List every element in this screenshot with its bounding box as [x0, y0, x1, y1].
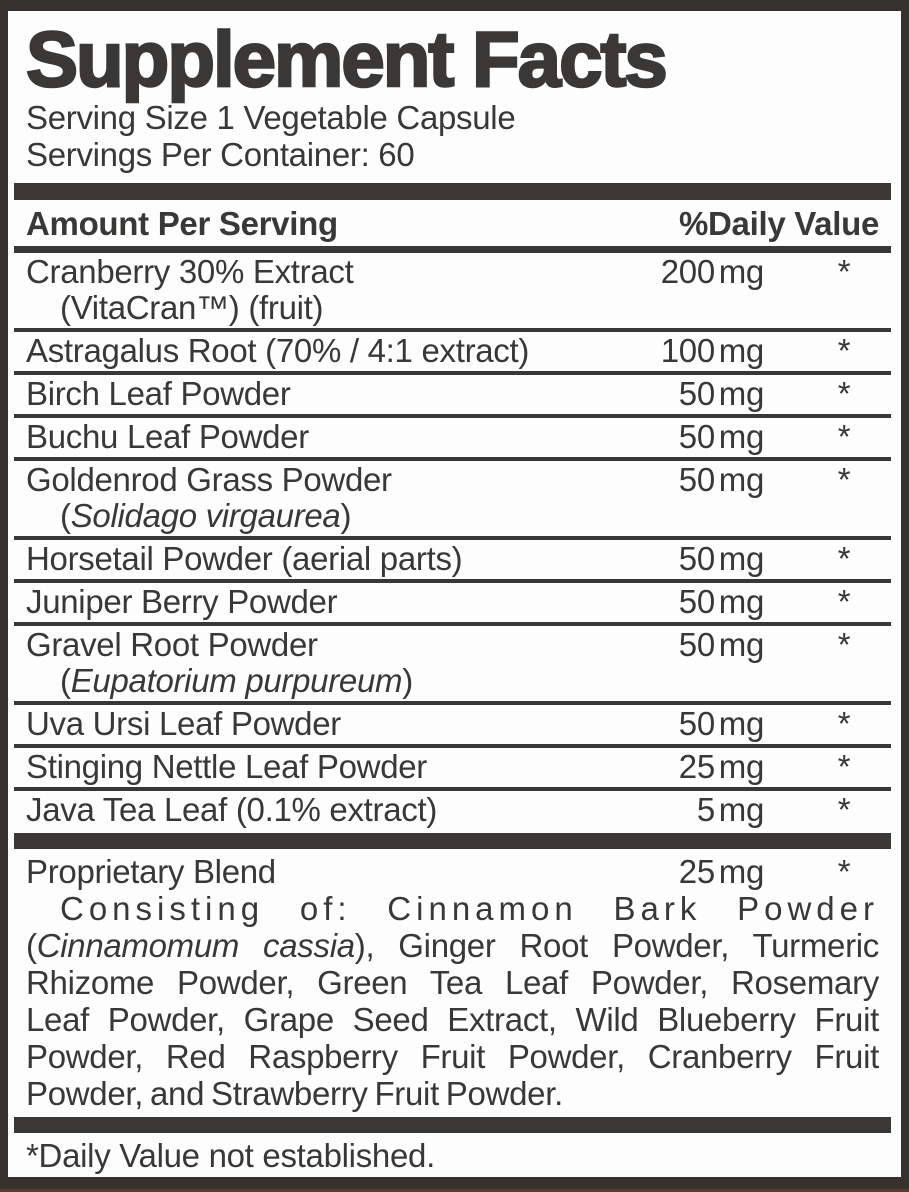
ingredient-dv: * — [837, 253, 851, 290]
blend-description — [26, 890, 879, 1112]
proprietary-blend-dv: * — [837, 853, 851, 890]
ingredient-dv: * — [837, 375, 851, 412]
ingredient-dv: * — [837, 791, 851, 828]
panel-title: Supplement Facts — [26, 15, 666, 103]
separator-bar-middle — [14, 833, 891, 849]
serving-size: Serving Size 1 Vegetable Capsule — [26, 99, 516, 136]
ingredient-amount: 50 mg — [678, 540, 764, 577]
ingredient-row — [14, 375, 891, 418]
ingredient-amount: 50 mg — [678, 583, 764, 620]
ingredient-amount: 100 mg — [660, 332, 764, 369]
ingredient-row — [14, 461, 891, 540]
ingredient-name: Java Tea Leaf (0.1% extract) — [26, 791, 438, 828]
servings-per-container: Servings Per Container: 60 — [26, 136, 415, 173]
daily-value-footnote: *Daily Value not established. — [26, 1137, 435, 1174]
blend-line: Consisting of: Cinnamon Bark Powder — [60, 890, 879, 927]
ingredient-amount: 25 mg — [678, 748, 764, 785]
ingredient-dv: * — [837, 418, 851, 455]
ingredient-row — [14, 705, 891, 748]
proprietary-blend-name: Proprietary Blend — [26, 853, 276, 890]
ingredient-name: Gravel Root Powder (Eupatorium purpureum) — [26, 626, 413, 699]
blend-line: Rhizome Powder, Green Tea Leaf Powder, Rosemary — [26, 964, 879, 1001]
ingredient-amount: 200 mg — [660, 253, 764, 290]
ingredient-amount: 50 mg — [678, 626, 764, 663]
ingredient-dv: * — [837, 626, 851, 663]
ingredient-row — [14, 540, 891, 583]
amount-per-serving-header: Amount Per Serving — [26, 205, 338, 242]
ingredient-row — [14, 583, 891, 626]
ingredient-dv: * — [837, 583, 851, 620]
ingredient-row — [14, 748, 891, 791]
separator-bar-top — [14, 183, 891, 200]
ingredient-row — [14, 253, 891, 332]
ingredient-dv: * — [837, 332, 851, 369]
ingredient-dv: * — [837, 705, 851, 742]
separator-bar-bottom — [14, 1117, 891, 1133]
ingredient-name: Astragalus Root (70% / 4:1 extract) — [26, 332, 530, 369]
ingredient-amount: 5 mg — [696, 791, 764, 828]
proprietary-blend-amount: 25 mg — [678, 853, 764, 890]
ingredient-amount: 50 mg — [678, 418, 764, 455]
blend-line: Powder, and Strawberry Fruit Powder. — [26, 1075, 563, 1112]
ingredient-rows — [26, 253, 879, 830]
ingredient-dv: * — [837, 540, 851, 577]
blend-line: Leaf Powder, Grape Seed Extract, Wild Blueberry Fruit — [26, 1001, 879, 1038]
ingredient-dv: * — [837, 748, 851, 785]
ingredient-dv: * — [837, 461, 851, 498]
daily-value-header: %Daily Value — [678, 205, 879, 242]
ingredient-name: Birch Leaf Powder — [26, 375, 291, 412]
table-header — [14, 200, 891, 253]
blend-line: (Cinnamomum cassia), Ginger Root Powder, Turmeric — [26, 927, 879, 964]
ingredient-row — [14, 791, 891, 830]
proprietary-blend-row — [26, 849, 879, 890]
ingredient-name: Uva Ursi Leaf Powder — [26, 705, 341, 742]
ingredient-name: Cranberry 30% Extract (VitaCran™) (fruit) — [26, 253, 354, 326]
ingredient-row — [14, 626, 891, 705]
ingredient-amount: 50 mg — [678, 375, 764, 412]
blend-line: Powder, Red Raspberry Fruit Powder, Cranberry Fruit — [26, 1038, 879, 1075]
ingredient-name: Stinging Nettle Leaf Powder — [26, 748, 427, 785]
ingredient-name: Juniper Berry Powder — [26, 583, 338, 620]
ingredient-amount: 50 mg — [678, 461, 764, 498]
ingredient-name: Buchu Leaf Powder — [26, 418, 309, 455]
ingredient-row — [14, 418, 891, 461]
ingredient-name: Horsetail Powder (aerial parts) — [26, 540, 463, 577]
ingredient-name: Goldenrod Grass Powder (Solidago virgaurea) — [26, 461, 392, 534]
ingredient-amount: 50 mg — [678, 705, 764, 742]
ingredient-row — [14, 332, 891, 375]
